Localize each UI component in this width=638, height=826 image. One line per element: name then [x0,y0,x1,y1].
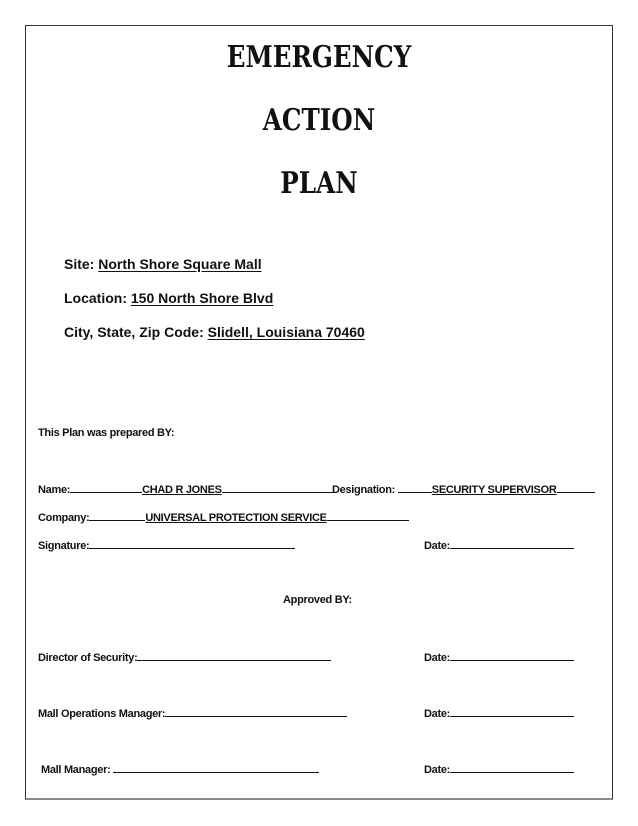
designation-line-pre [398,482,432,493]
signature-line[interactable] [89,538,295,549]
prepared-date-label: Date: [424,540,451,552]
mall-manager-date-label: Date: [424,764,451,776]
mall-manager-date-field [424,762,574,776]
director-signature-line[interactable] [137,650,331,661]
title-line-action: ACTION [262,103,376,138]
mall-manager-label: Mall Manager: [41,764,111,776]
name-value[interactable]: CHAD R JONES [142,484,222,496]
designation-label: Designation: [332,484,396,496]
city-state-zip-field [64,324,365,340]
site-field [64,256,262,272]
location-label: Location: [64,290,127,306]
title-line-plan: PLAN [280,166,358,201]
director-date-field [424,650,574,664]
page-border [25,25,613,800]
prepared-by-heading: This Plan was prepared BY: [38,427,175,439]
name-line-post [222,482,334,493]
company-value[interactable]: UNIVERSAL PROTECTION SERVICE [145,512,327,524]
director-date-line[interactable] [450,650,574,661]
company-label: Company: [38,512,90,524]
company-line-pre [89,510,145,521]
signature-field [38,538,295,552]
prepared-date-line[interactable] [450,538,574,549]
designation-value[interactable]: SECURITY SUPERVISOR [431,484,557,496]
location-value: 150 North Shore Blvd [130,290,274,306]
ops-manager-date-line[interactable] [450,706,574,717]
mall-manager-field [41,762,319,776]
city-value: Slidell, Louisiana 70460 [207,324,365,340]
company-line-post [327,510,409,521]
site-value: North Shore Square Mall [98,256,262,272]
director-of-security-field [38,650,331,664]
mall-manager-signature-line[interactable] [113,762,319,773]
city-label: City, State, Zip Code: [64,324,204,340]
mall-operations-manager-field [38,706,347,720]
ops-manager-label: Mall Operations Manager: [38,708,166,720]
title-line-emergency: EMERGENCY [226,40,412,75]
site-label: Site: [64,256,95,272]
name-line-pre [70,482,142,493]
designation-field [332,482,595,496]
director-label: Director of Security: [38,652,138,664]
name-label: Name: [38,484,71,496]
mall-manager-date-line[interactable] [450,762,574,773]
company-field [38,510,409,524]
ops-manager-signature-line[interactable] [165,706,347,717]
ops-manager-date-field [424,706,574,720]
name-field [38,482,334,496]
ops-manager-date-label: Date: [424,708,451,720]
prepared-date-field [424,538,574,552]
director-date-label: Date: [424,652,451,664]
approved-by-heading: Approved BY: [283,594,352,606]
signature-label: Signature: [38,540,90,552]
designation-line-post [557,482,595,493]
location-field [64,290,273,306]
